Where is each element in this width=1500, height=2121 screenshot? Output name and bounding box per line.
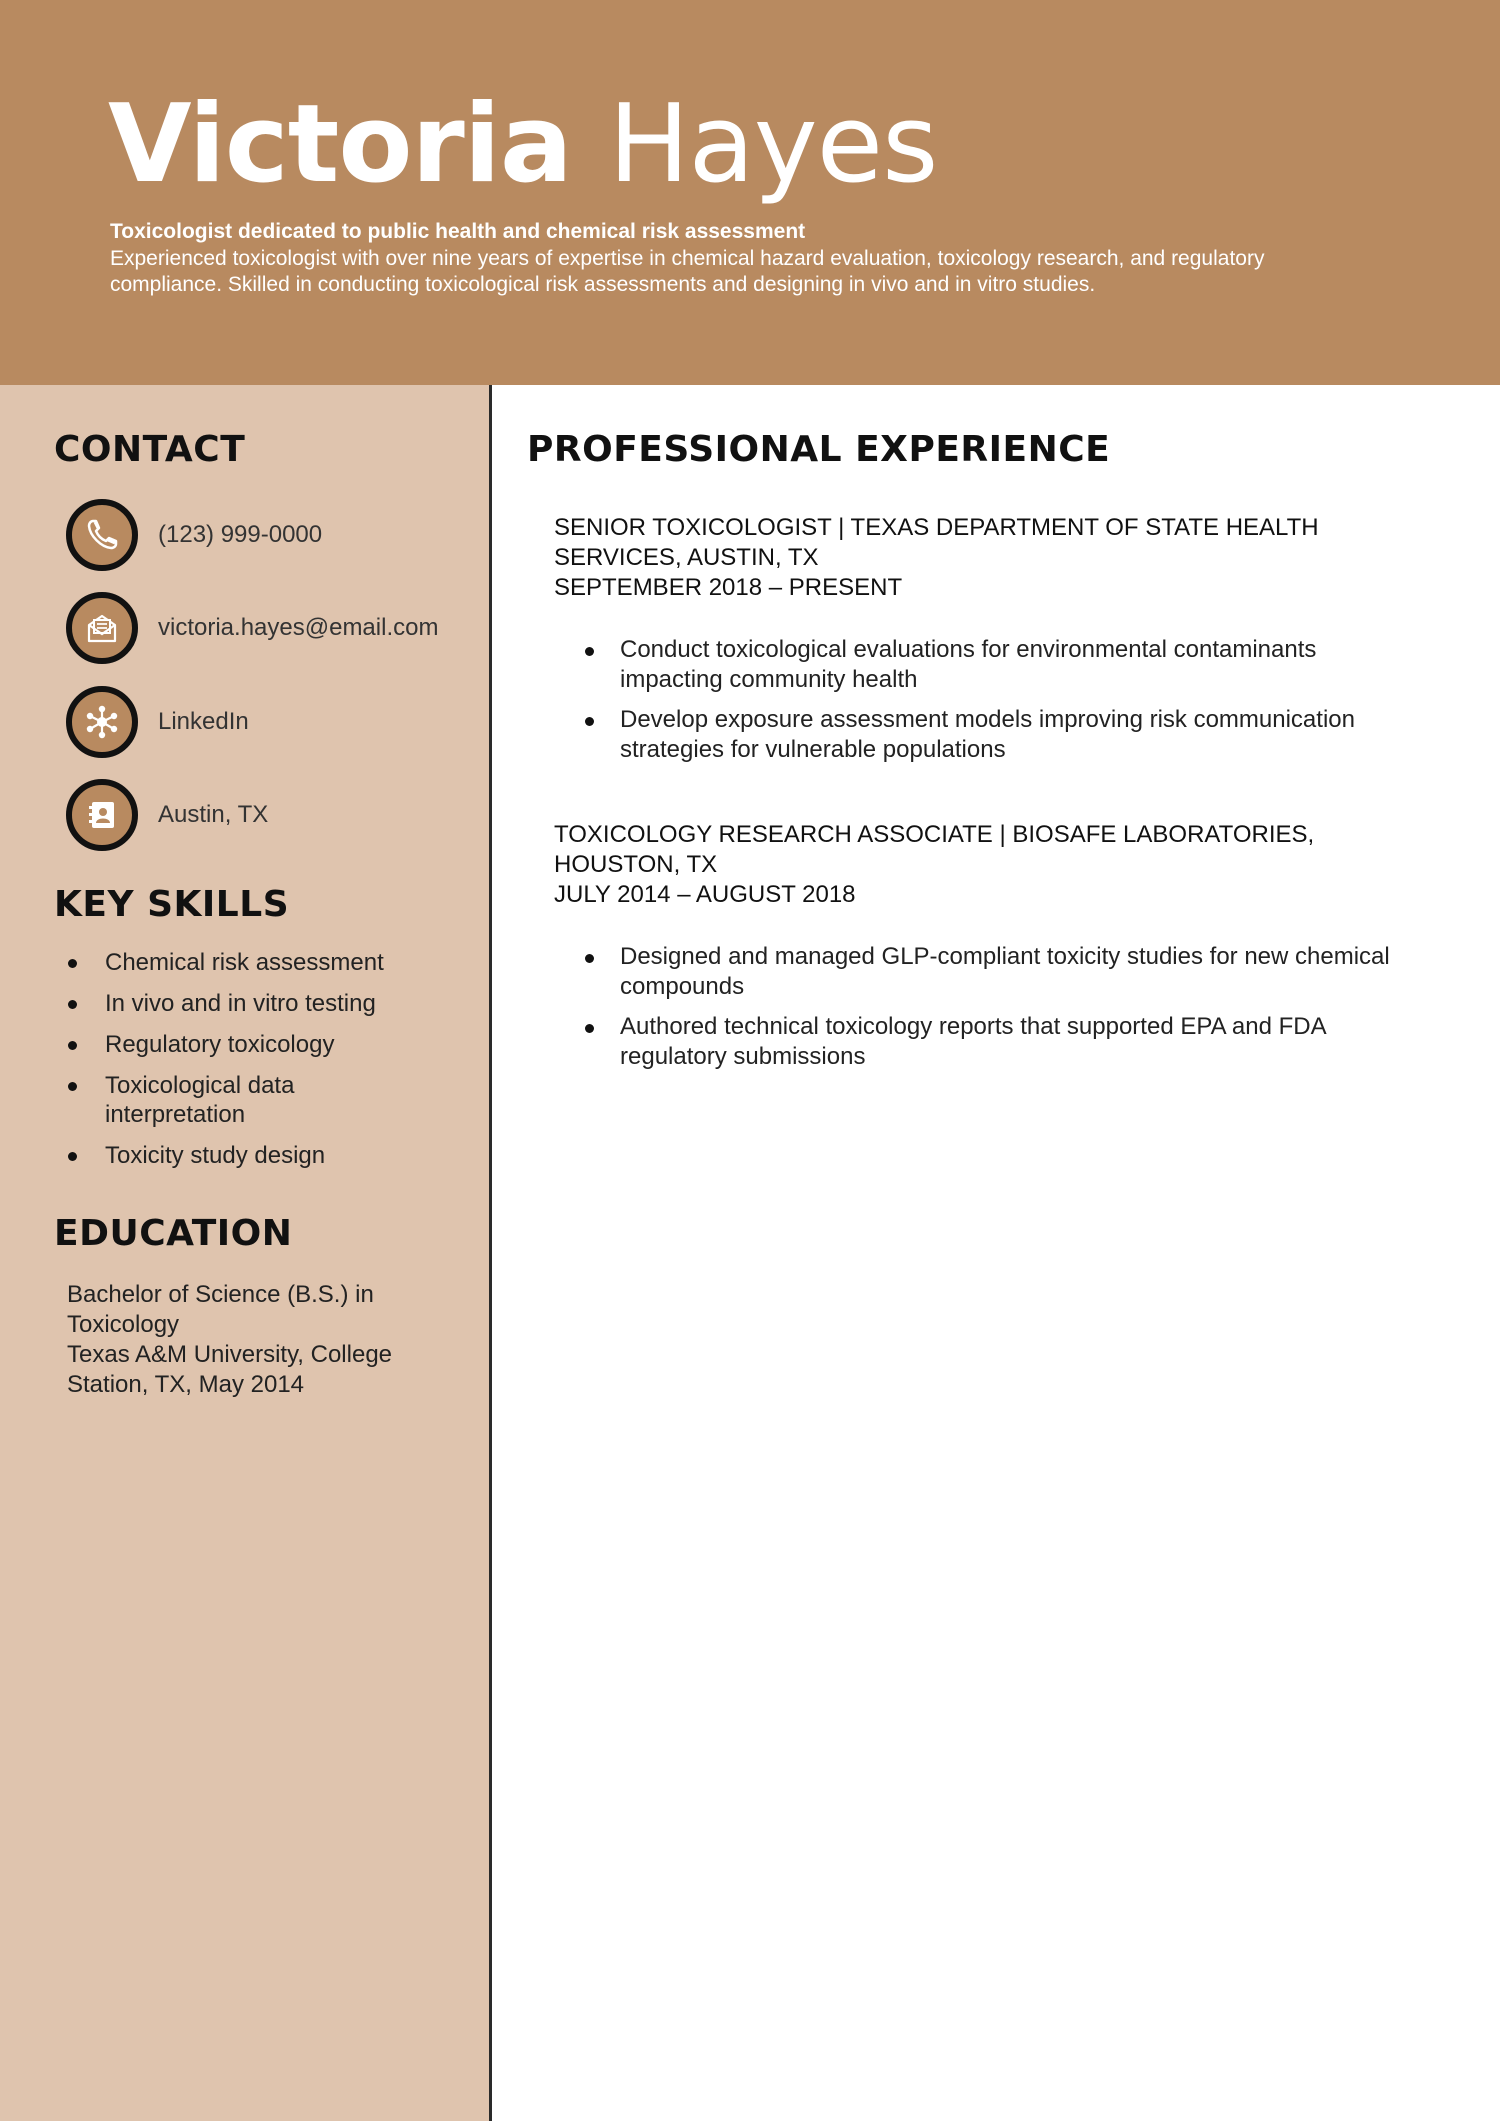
experience-heading: PROFESSIONAL EXPERIENCE [527,429,1111,470]
skill-item: In vivo and in vitro testing [54,989,454,1018]
job-title: SENIOR TOXICOLOGIST | TEXAS DEPARTMENT OF STATE HEALTH SERVICES, AUSTIN, TX [554,514,1319,571]
job-title: TOXICOLOGY RESEARCH ASSOCIATE | BIOSAFE LABORATORIES, HOUSTON, TX [554,821,1315,878]
job-dates: SEPTEMBER 2018 – PRESENT [554,574,903,601]
job-entry [554,513,1394,775]
contact-linkedin[interactable] [66,686,249,758]
job-bullet: Conduct toxicological evaluations for environmental contaminants impacting community health [554,635,1394,695]
education-heading: EDUCATION [54,1213,293,1254]
summary: Experienced toxicologist with over nine years of expertise in chemical hazard evaluation, toxicology research, and regulatory compliance. Skilled in conducting toxicological risk assessments and designing in vivo and in vitro studies. [110,247,1265,296]
skills-heading: KEY SKILLS [54,884,290,925]
header-banner [0,0,1500,385]
job-bullet: Develop exposure assessment models improving risk communication strategies for vulnerable populations [554,705,1394,765]
skill-item: Toxicological data interpretation [54,1071,355,1129]
skills-list [54,948,454,1182]
address-book-icon [66,779,138,851]
phone-text: (123) 999-0000 [158,521,323,548]
job-bullets [554,635,1394,765]
contact-email[interactable] [66,592,438,664]
contact-heading: CONTACT [54,429,246,470]
location-text: Austin, TX [158,801,269,828]
last-name: Hayes [608,82,938,207]
email-text: victoria.hayes@email.com [158,614,439,641]
education-degree: Bachelor of Science (B.S.) in Toxicology [67,1281,374,1338]
job-bullets [554,942,1394,1072]
education-school: Texas A&M University, College Station, TX, May 2014 [67,1341,393,1398]
education-entry [67,1280,447,1400]
skill-item: Toxicity study design [54,1141,454,1170]
linkedin-text: LinkedIn [158,708,249,735]
network-icon [66,686,138,758]
first-name: Victoria [108,82,572,207]
contact-location[interactable] [66,779,268,851]
tagline: Toxicologist dedicated to public health and chemical risk assessment [110,220,806,243]
job-bullet: Authored technical toxicology reports that supported EPA and FDA regulatory submissions [554,1012,1394,1072]
phone-icon [66,499,138,571]
contact-phone[interactable] [66,499,322,571]
job-dates: JULY 2014 – AUGUST 2018 [554,881,856,908]
job-bullet: Designed and managed GLP-compliant toxicity studies for new chemical compounds [554,942,1394,1002]
email-icon [66,592,138,664]
job-entry [554,820,1394,1082]
skill-item: Regulatory toxicology [54,1030,454,1059]
candidate-name [108,80,937,210]
skill-item: Chemical risk assessment [54,948,454,977]
